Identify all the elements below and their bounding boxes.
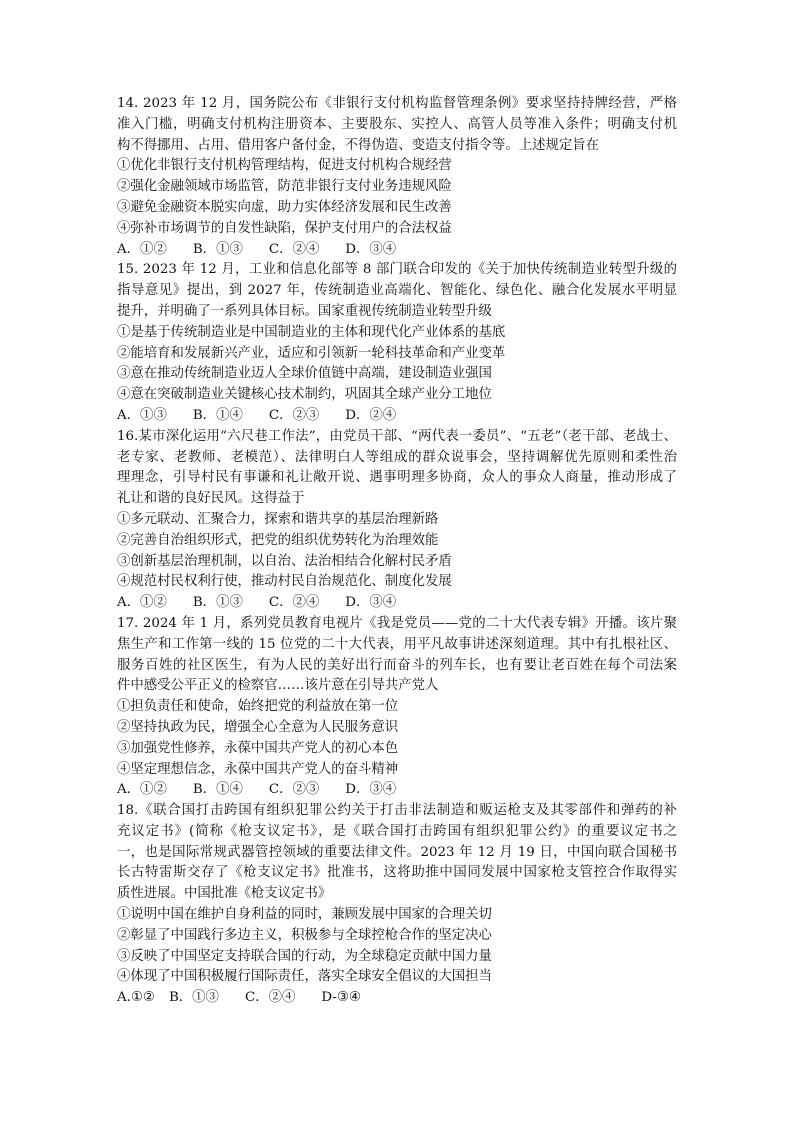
question-stem-line: 件中感受公平正义的检察官……该片意在引导共产党人 xyxy=(117,678,439,694)
option-4: ④坚定理想信念，永葆中国共产党人的奋斗精神 xyxy=(117,761,399,777)
question-14 xyxy=(117,94,677,260)
question-stem-line: 长古特雷斯交存了《枪支议定书》批准书，这将助推中国同发展中国家枪支管控合作取得实 xyxy=(117,865,677,881)
answer-choice-b: B．①④ xyxy=(192,407,243,423)
answer-choice-c: C．②③ xyxy=(268,407,320,423)
option-1: ①多元联动、汇聚合力，探索和谐共享的基层治理新路 xyxy=(117,511,439,527)
option-2: ②彰显了中国践行多边主义，积极参与全球控枪合作的坚定决心 xyxy=(117,927,492,943)
answer-choice-a: A．①② xyxy=(117,782,167,798)
answer-choice-c: C．②④ xyxy=(268,241,320,257)
question-stem-line: 14. 2023 年 12 月，国务院公布《非银行支付机构监督管理条例》要求坚持持牌经营，严格 xyxy=(117,96,677,111)
question-15 xyxy=(117,260,677,426)
answer-choice-d: D．②④ xyxy=(345,407,397,423)
answer-choices xyxy=(117,406,677,427)
answer-choice-a: A．①③ xyxy=(117,407,167,423)
question-18 xyxy=(117,801,677,1009)
question-stem-line: 充议定书》(简称《枪支议定书》，是《联合国打击跨国有组织犯罪公约》的重要议定书之 xyxy=(117,823,677,839)
answer-choices xyxy=(117,780,677,801)
option-3: ③反映了中国坚定支持联合国的行动，为全球稳定贡献中国力量 xyxy=(117,948,492,964)
question-stem-line: 准入门槛，明确支付机构注册资本、主要股东、实控人、高管人员等准入条件；明确支付机 xyxy=(117,116,677,132)
answer-choice-d: D．③④ xyxy=(345,595,397,611)
question-stem-line: 老专家、老教师、老模范）、法律明白人等组成的群众说事会，坚持调解优先原则和柔性治 xyxy=(117,449,677,465)
question-stem-line: 服务百姓的社区医生，有为人民的美好出行而奋斗的列车长，也有要让老百姓在每个司法案 xyxy=(117,657,677,673)
question-stem-line: 焦生产和工作第一线的 15 位党的二十大代表，用平凡故事讲述深刻道理。其中有扎根社区、 xyxy=(117,636,677,652)
answer-choices xyxy=(117,988,677,1009)
question-stem-line: 礼让和谐的良好民风。这得益于 xyxy=(117,491,305,507)
exam-page xyxy=(117,94,677,1009)
answer-choice-d: D．③④ xyxy=(345,241,397,257)
option-2: ②坚持执政为民，增强全心全意为人民服务意识 xyxy=(117,719,399,735)
answer-choice-b: B．①④ xyxy=(192,782,243,798)
option-2: ②能培育和发展新兴产业，适应和引领新一轮科技革命和产业变革 xyxy=(117,345,506,361)
option-1: ①是基于传统制造业是中国制造业的主体和现代化产业体系的基底 xyxy=(117,324,506,340)
answer-choice-a: A.①② xyxy=(117,990,155,1006)
option-4: ④体现了中国积极履行国际责任，落实全球安全倡议的大国担当 xyxy=(117,969,492,985)
option-1: ①说明中国在维护自身利益的同时，兼顾发展中国家的合理关切 xyxy=(117,907,492,923)
option-2: ②完善自治组织形式，把党的组织优势转化为治理效能 xyxy=(117,532,439,548)
question-stem-line: 一，也是国际常规武器管控领域的重要法律文件。2023 年 12 月 19 日，中国向联合国秘书 xyxy=(117,844,677,860)
option-3: ③避免金融资本脱实向虚，助力实体经济发展和民生改善 xyxy=(117,199,452,215)
option-3: ③创新基层治理机制，以自治、法治相结合化解村民矛盾 xyxy=(117,553,452,569)
question-stem-line: 16.某市深化运用“六尺巷工作法”，由党员干部、“两代表一委员”、“五老”（老干部、老战士、 xyxy=(117,428,677,444)
option-1: ①优化非银行支付机构管理结构，促进支付机构合规经营 xyxy=(117,158,452,174)
answer-choice-d: D．③④ xyxy=(345,782,397,798)
answer-choice-c: C．②④ xyxy=(244,990,296,1006)
answer-choice-a: A．①② xyxy=(117,595,167,611)
answer-choices xyxy=(117,593,677,614)
answer-choice-b: B．①③ xyxy=(192,595,243,611)
answer-choice-c: C．②③ xyxy=(268,782,320,798)
question-17 xyxy=(117,614,677,801)
option-4: ④规范村民权利行使，推动村民自治规范化、制度化发展 xyxy=(117,574,452,590)
option-3: ③加强党性修养，永葆中国共产党人的初心本色 xyxy=(117,740,399,756)
question-stem-line: 18.《联合国打击跨国有组织犯罪公约关于打击非法制造和贩运枪支及其零部件和弹药的补 xyxy=(117,803,677,819)
option-4: ④弥补市场调节的自发性缺陷，保护支付用户的合法权益 xyxy=(117,220,452,236)
question-stem-line: 构不得挪用、占用、借用客户备付金，不得伪造、变造支付指令等。上述规定旨在 xyxy=(117,137,600,153)
answer-choice-c: C．②④ xyxy=(268,595,320,611)
answer-choices xyxy=(117,240,677,261)
answer-choice-b: B．①③ xyxy=(168,990,219,1006)
answer-choice-a: A．①② xyxy=(117,241,167,257)
question-stem-line: 提升，并明确了一系列具体目标。国家重视传统制造业转型升级 xyxy=(117,303,492,319)
option-1: ①担负责任和使命，始终把党的利益放在第一位 xyxy=(117,699,399,715)
option-3: ③意在推动传统制造业迈人全球价值链中高端，建设制造业强国 xyxy=(117,366,492,382)
answer-choice-b: B．①③ xyxy=(192,241,243,257)
question-stem-line: 指导意见》提出，到 2027 年，传统制造业高端化、智能化、绿色化、融合化发展水平明显 xyxy=(117,283,677,299)
question-16 xyxy=(117,427,677,614)
question-stem-line: 17. 2024 年 1 月，系列党员教育电视片《我是党员——党的二十大代表专辑》开播。该片聚 xyxy=(117,615,677,631)
question-stem-line: 理理念，引导村民有事谦和礼让敞开说、遇事明理多协商，众人的事众人商量，推动形成了 xyxy=(117,470,677,486)
question-stem-line: 15. 2023 年 12 月，工业和信息化部等 8 部门联合印发的《关于加快传统制造业转型升级的 xyxy=(117,262,677,278)
question-stem-line: 质性进展。中国批准《枪支议定书》 xyxy=(117,886,332,902)
option-4: ④意在突破制造业关键核心技术制约，巩固其全球产业分工地位 xyxy=(117,387,492,403)
option-2: ②强化金融领域市场监管，防范非银行支付业务违规风险 xyxy=(117,179,452,195)
answer-choice-d: D-③④ xyxy=(321,990,361,1006)
